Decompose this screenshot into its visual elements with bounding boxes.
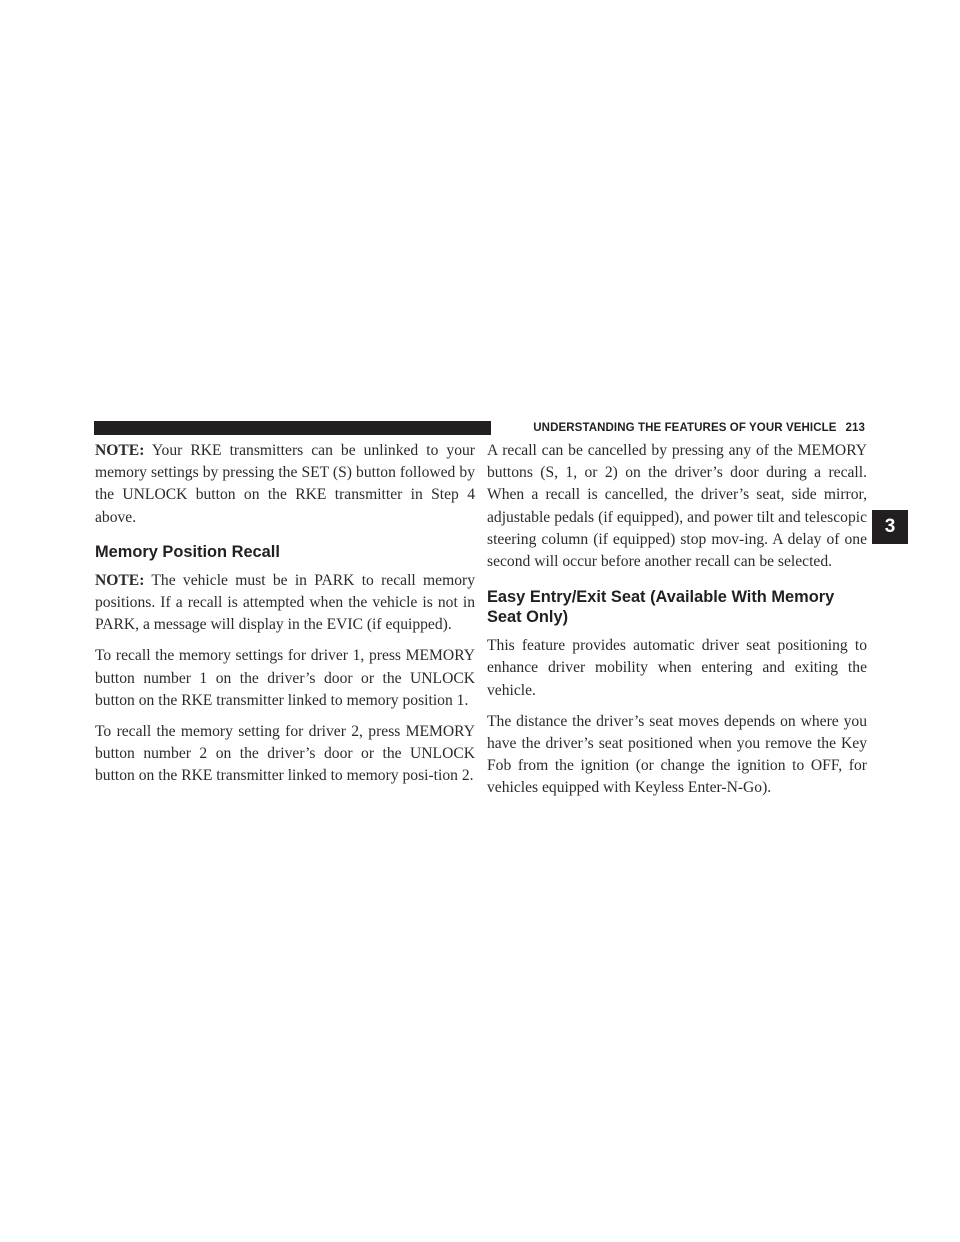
- page-number: 213: [845, 422, 865, 434]
- note-text: Your RKE transmitters can be unlinked to your memory settings by pressing the SET (S) button followed by the UNLOCK button on the RKE transmitter in Step 4 above.: [95, 442, 475, 526]
- paragraph-seat-distance: The distance the driver’s seat moves depends on where you have the driver’s seat positioned when you remove the Key Fob from the ignition (or change the ignition to OFF, for vehicles equipped with Keyless Enter-N-Go).: [487, 712, 867, 797]
- paragraph-driver-1: To recall the memory settings for driver 1, press MEMORY button number 1 on the driver’s door or the UNLOCK button on the RKE transmitter linked to memory position 1.: [95, 647, 475, 709]
- paragraph-easy-entry: This feature provides automatic driver seat positioning to enhance driver mobility when entering and exiting the vehicle.: [487, 637, 867, 699]
- note-park: [95, 570, 475, 637]
- paragraph-driver-2: To recall the memory setting for driver 2, press MEMORY button number 2 on the driver’s door or the UNLOCK button on the RKE transmitter linked to memory posi-tion 2.: [95, 723, 475, 785]
- paragraph-recall-cancel: A recall can be cancelled by pressing any of the MEMORY buttons (S, 1, or 2) on the driver’s door during a recall. When a recall is cancelled, the driver’s seat, side mirror, adjustable pedals (if equipped), and power tilt and telescopic steering column (if equipped) stop mov-ing. A delay of one second will occur before another recall can be selected.: [487, 442, 867, 571]
- note-text: The vehicle must be in PARK to recall memory positions. If a recall is attempted when the vehicle is not in PARK, a message will display in the EVIC (if equipped).: [95, 571, 475, 634]
- left-column: [95, 440, 475, 797]
- header-title: UNDERSTANDING THE FEATURES OF YOUR VEHICLE: [533, 422, 837, 434]
- section-heading-easy-entry: Easy Entry/Exit Seat (Available With Memory Seat Only): [487, 588, 835, 627]
- running-header: [505, 419, 865, 437]
- header-rule: [94, 421, 491, 435]
- right-column: [487, 440, 867, 809]
- section-heading-memory-recall: Memory Position Recall: [95, 542, 280, 561]
- chapter-tab: 3: [872, 510, 908, 544]
- note-label: NOTE:: [95, 571, 145, 589]
- note-unlink: [95, 440, 475, 529]
- note-label: NOTE:: [95, 442, 145, 459]
